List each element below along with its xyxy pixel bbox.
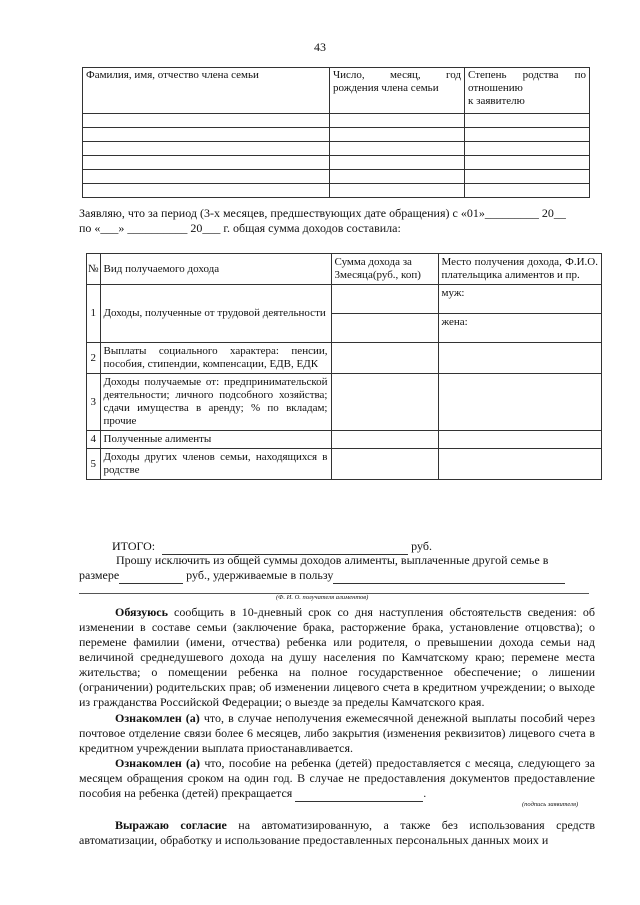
family-cell-name[interactable] [83,128,330,142]
family-col-relation [465,68,590,114]
family-cell-relation[interactable] [465,114,590,128]
family-cell-birthdate[interactable] [330,142,465,156]
family-row[interactable] [83,128,590,142]
obligation-paragraph [79,605,595,710]
family-col-birthdate [330,68,465,114]
family-cell-relation[interactable] [465,184,590,198]
income-cell-place[interactable] [438,431,602,449]
exclude-amount-field[interactable] [119,568,183,584]
declaration-line-2: по «___» __________ 20___ г. общая сумма доходов составила: [79,221,401,235]
income-row-type: Доходы других членов семьи, находящихся в родстве [100,449,331,480]
family-cell-name[interactable] [83,142,330,156]
income-row-number: 4 [87,431,101,449]
exclude-recipient-field[interactable] [333,568,565,584]
family-row[interactable] [83,170,590,184]
family-col-relation-line1: Степень родства по [468,69,586,81]
income-row-type: Доходы получаемые от: предпринимательской деятельности; личного подсобного хозяйства; сдачи имущества в аренду; % по вкладам; прочие [100,374,331,431]
family-col-relation-line2: отношению [468,82,523,94]
family-row[interactable] [83,114,590,128]
family-cell-relation[interactable] [465,128,590,142]
consent-bold: Выражаю согласие [115,818,227,832]
income-row-1-husband [87,285,602,314]
exclude-line-2 [79,568,565,584]
income-cell-sum-wife[interactable] [331,314,438,343]
family-cell-name[interactable] [83,184,330,198]
income-col-number: № [87,254,101,285]
applicant-signature-field[interactable] [295,786,423,802]
income-row-3 [87,374,602,431]
family-col-name: Фамилия, имя, отчество члена семьи [83,68,330,114]
income-col-place: Место получения дохода, Ф.И.О. плательщика алиментов и пр. [438,254,602,285]
income-row-type: Полученные алименты [100,431,331,449]
income-row-number: 1 [87,285,101,343]
acquainted-paragraph-1 [79,711,595,756]
income-table-header [87,254,602,285]
family-members-table [82,67,590,198]
family-cell-birthdate[interactable] [330,128,465,142]
exclude-recipient-label: руб., удерживаемые в пользу [186,568,334,582]
income-col-sum: Сумма дохода за 3месяца(руб., коп) [331,254,438,285]
income-row-type: Доходы, полученные от трудовой деятельности [100,285,331,343]
income-col-type: Вид получаемого дохода [100,254,331,285]
income-row-number: 5 [87,449,101,480]
income-row-number: 3 [87,374,101,431]
family-row[interactable] [83,184,590,198]
acquainted-1-bold: Ознакомлен (а) [115,711,200,725]
consent-text: на автоматизированную, а также без использования средств автоматизации, обработку и использование предоставленных персональных данных моих и [79,818,595,847]
income-cell-wife[interactable]: жена: [438,314,602,343]
family-cell-relation[interactable] [465,142,590,156]
income-table [86,253,602,480]
exclude-line-1: Прошу исключить из общей суммы доходов алименты, выплаченные другой семье в [116,553,549,567]
income-cell-sum[interactable] [331,449,438,480]
family-cell-relation[interactable] [465,156,590,170]
family-cell-birthdate[interactable] [330,170,465,184]
income-row-5 [87,449,602,480]
income-cell-husband[interactable]: муж: [438,285,602,314]
income-row-2 [87,343,602,374]
obligation-text: сообщить в 10-дневный срок со дня наступления обстоятельств сведения: об изменении в составе семьи (заключение брака, расторжение брака, установление отцовства); о перемене фамилии (имени, отчества) ребенка или родителя, о превышении дохода семьи над величиной среднедушевого дохода на душу населения по Камчатскому краю; перемене места жительства; о помещении ребенка на полное государственное обеспечение; о лишении (ограничении) родительских прав; об изменении лицевого счета в кредитном учреждении; о выходе из гражданства Российской Федерации; о выезде за пределы Камчатского края. [79,605,595,709]
family-col-relation-line3: к заявителю [468,95,525,107]
income-cell-sum[interactable] [331,343,438,374]
family-row[interactable] [83,156,590,170]
income-cell-sum-husband[interactable] [331,285,438,314]
total-label: ИТОГО: [112,539,156,553]
family-cell-name[interactable] [83,114,330,128]
signature-caption: (подпись заявителя) [522,801,579,808]
income-cell-sum[interactable] [331,374,438,431]
income-row-number: 2 [87,343,101,374]
income-row-4 [87,431,602,449]
declaration-line-1: Заявляю, что за период (3-х месяцев, предшествующих дате обращения) с «01»_________ 20__ [79,206,566,220]
family-row[interactable] [83,142,590,156]
family-cell-birthdate[interactable] [330,184,465,198]
family-cell-birthdate[interactable] [330,114,465,128]
family-cell-name[interactable] [83,156,330,170]
acquainted-2-bold: Ознакомлен (а) [115,756,201,770]
acquainted-2-text: что, пособие на ребенка (детей) предоставляется с месяца, следующего за месяцем обращения сроком на один год. В случае не предоставления документов предоставление пособия на ребенка (детей) прекращается [79,756,595,800]
acquainted-1-text: что, в случае неполучения ежемесячной денежной выплаты пособий через почтовое отделение связи более 6 месяцев, либо закрытия (изменения реквизитов) лицевого счета в кредитном учреждении выплата приостанавливается. [79,711,595,755]
income-row-type: Выплаты социального характера: пенсии, пособия, стипендии, компенсации, ЕДВ, ЕДК [100,343,331,374]
income-cell-place[interactable] [438,343,602,374]
page-number: 43 [314,40,326,54]
obligation-bold: Обязуюсь [115,605,168,619]
family-cell-birthdate[interactable] [330,156,465,170]
family-col-birthdate-line2: рождения члена семьи [333,82,439,94]
family-cell-relation[interactable] [465,170,590,184]
income-cell-place[interactable] [438,374,602,431]
exclude-size-label: размере [79,568,120,582]
income-cell-place[interactable] [438,449,602,480]
total-unit: руб. [411,539,432,553]
acquainted-paragraph-2 [79,756,595,802]
alimony-recipient-caption: (Ф. И. О. получателя алиментов) [276,594,369,601]
consent-paragraph [79,818,595,848]
family-col-birthdate-line1: Число, месяц, год [333,69,461,81]
family-cell-name[interactable] [83,170,330,184]
family-table-header [83,68,590,114]
acquainted-2-end: . [423,786,427,800]
income-cell-sum[interactable] [331,431,438,449]
